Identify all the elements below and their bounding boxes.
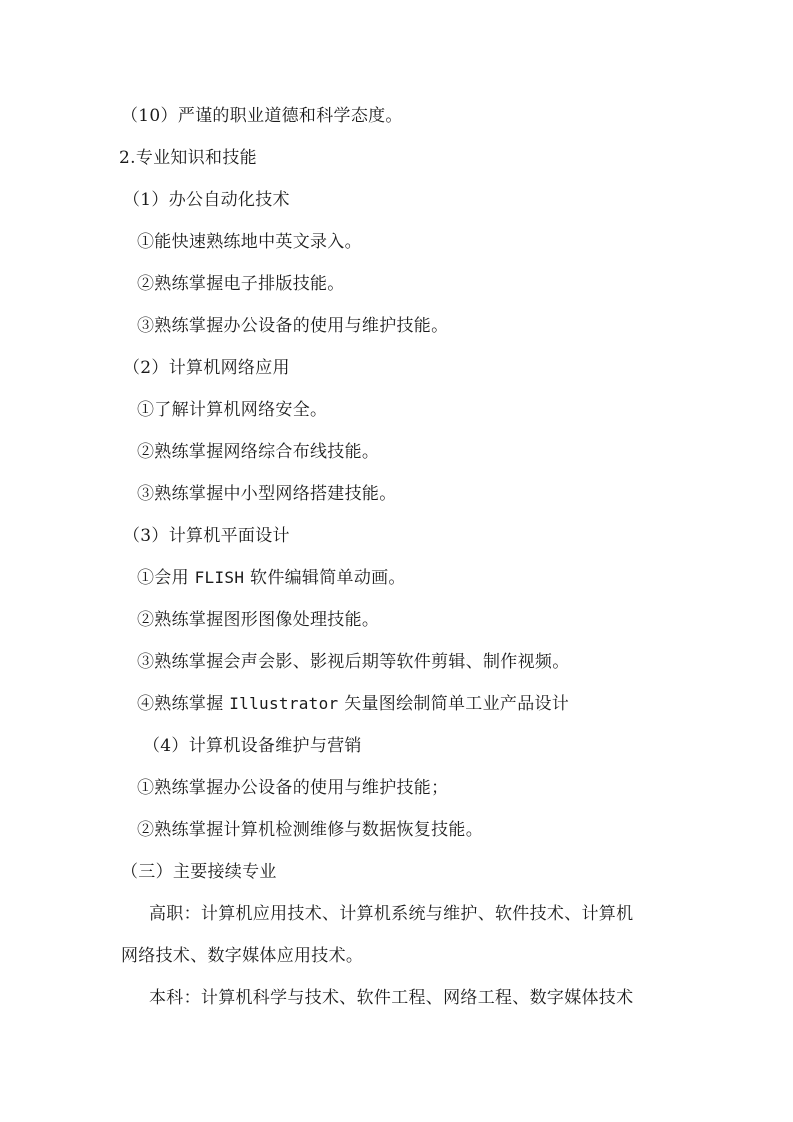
list-item: ②熟练掌握图形图像处理技能。 [137, 610, 380, 630]
text-line: （10）严谨的职业道德和科学态度。 [121, 106, 403, 126]
list-item: ②熟练掌握计算机检测维修与数据恢复技能。 [137, 820, 483, 840]
list-item-text: ④熟练掌握 [137, 694, 224, 714]
list-item: ③熟练掌握中小型网络搭建技能。 [137, 484, 397, 504]
list-item: ③熟练掌握会声会影、影视后期等软件剪辑、制作视频。 [137, 652, 570, 672]
software-name: FLISH [194, 568, 245, 587]
list-item: ①能快速熟练地中英文录入。 [137, 232, 362, 252]
list-item: ①了解计算机网络安全。 [137, 400, 328, 420]
subsection-heading: （3）计算机平面设计 [123, 526, 290, 546]
list-item: ②熟练掌握电子排版技能。 [137, 274, 345, 294]
list-item [137, 566, 406, 590]
list-item: ①熟练掌握办公设备的使用与维护技能； [137, 778, 449, 798]
section-heading: （三）主要接续专业 [121, 862, 277, 882]
paragraph-line: 网络技术、数字媒体应用技术。 [121, 946, 364, 966]
list-item: ②熟练掌握网络综合布线技能。 [137, 442, 380, 462]
list-item: ③熟练掌握办公设备的使用与维护技能。 [137, 316, 449, 336]
subsection-heading: （4）计算机设备维护与营销 [143, 736, 362, 756]
list-item-text: 矢量图绘制简单工业产品设计 [344, 694, 570, 714]
section-heading: 2.专业知识和技能 [119, 148, 257, 168]
list-item-text: 软件编辑简单动画。 [250, 568, 406, 588]
paragraph-line: 本科：计算机科学与技术、软件工程、网络工程、数字媒体技术 [149, 988, 634, 1008]
paragraph-line: 高职：计算机应用技术、计算机系统与维护、软件技术、计算机 [149, 904, 634, 924]
list-item [137, 692, 569, 716]
subsection-heading: （1）办公自动化技术 [123, 190, 290, 210]
subsection-heading: （2）计算机网络应用 [123, 358, 290, 378]
software-name: Illustrator [229, 694, 339, 713]
list-item-text: ①会用 [137, 568, 189, 588]
